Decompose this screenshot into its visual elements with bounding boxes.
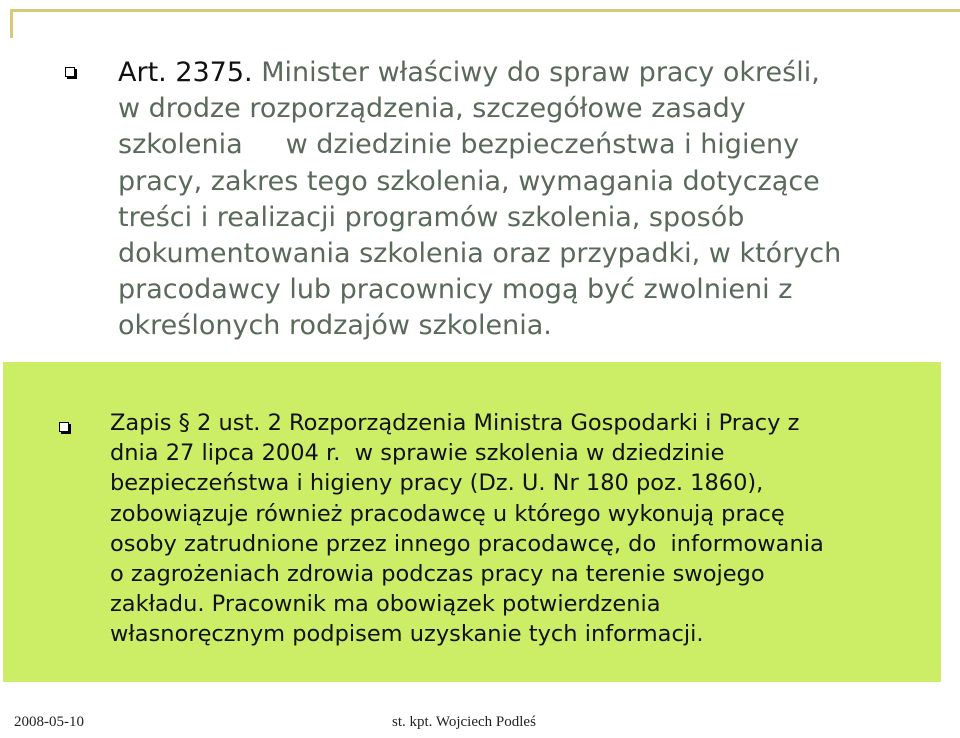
text-line: bezpieczeństwa i higieny pracy (Dz. U. Nr 180 poz. 1860), <box>110 470 764 497</box>
text-line: zakładu. Pracownik ma obowiązek potwierdzenia <box>110 591 661 618</box>
frame-left-line <box>10 9 13 38</box>
text-line: szkolenia w dziedzinie bezpieczeństwa i higieny <box>118 129 800 161</box>
footer-date: 2008-05-10 <box>14 714 84 730</box>
bullet-square-icon <box>65 67 75 77</box>
footer-author: st. kpt. Wojciech Podleś <box>392 714 536 730</box>
frame-top-line <box>10 9 960 12</box>
text-line: dokumentowania szkolenia oraz przypadki, w których <box>118 238 842 270</box>
text-line: dnia 27 lipca 2004 r. w sprawie szkolenia w dziedzinie <box>110 440 725 467</box>
text-line: o zagrożeniach zdrowia podczas pracy na terenie swojego <box>110 561 765 588</box>
text-line: własnoręcznym podpisem uzyskanie tych informacji. <box>110 621 704 648</box>
text-line: osoby zatrudnione przez innego pracodawcę, do informowania <box>110 530 824 557</box>
text-line: pracy, zakres tego szkolenia, wymagania dotyczące <box>118 165 820 197</box>
text-line: w drodze rozporządzenia, szczegółowe zasady <box>118 93 746 125</box>
text-line: pracodawcy lub pracownicy mogą być zwolnieni z <box>118 274 793 306</box>
text-line: Art. 2375. Minister właściwy do spraw pracy określi, <box>118 57 820 88</box>
text-line: Zapis § 2 ust. 2 Rozporządzenia Ministra Gospodarki i Pracy z <box>110 410 800 436</box>
bullet-square-icon <box>59 422 69 432</box>
paragraph-regulation-note <box>110 408 930 650</box>
text-line: treści i realizacji programów szkolenia, sposób <box>118 201 745 233</box>
text-line: zobowiązuje również pracodawcę u którego wykonują pracę <box>110 500 785 527</box>
paragraph-article-2375 <box>118 55 928 345</box>
article-number: Art. 2375. <box>118 57 253 88</box>
text-line: określonych rodzajów szkolenia. <box>118 310 552 342</box>
